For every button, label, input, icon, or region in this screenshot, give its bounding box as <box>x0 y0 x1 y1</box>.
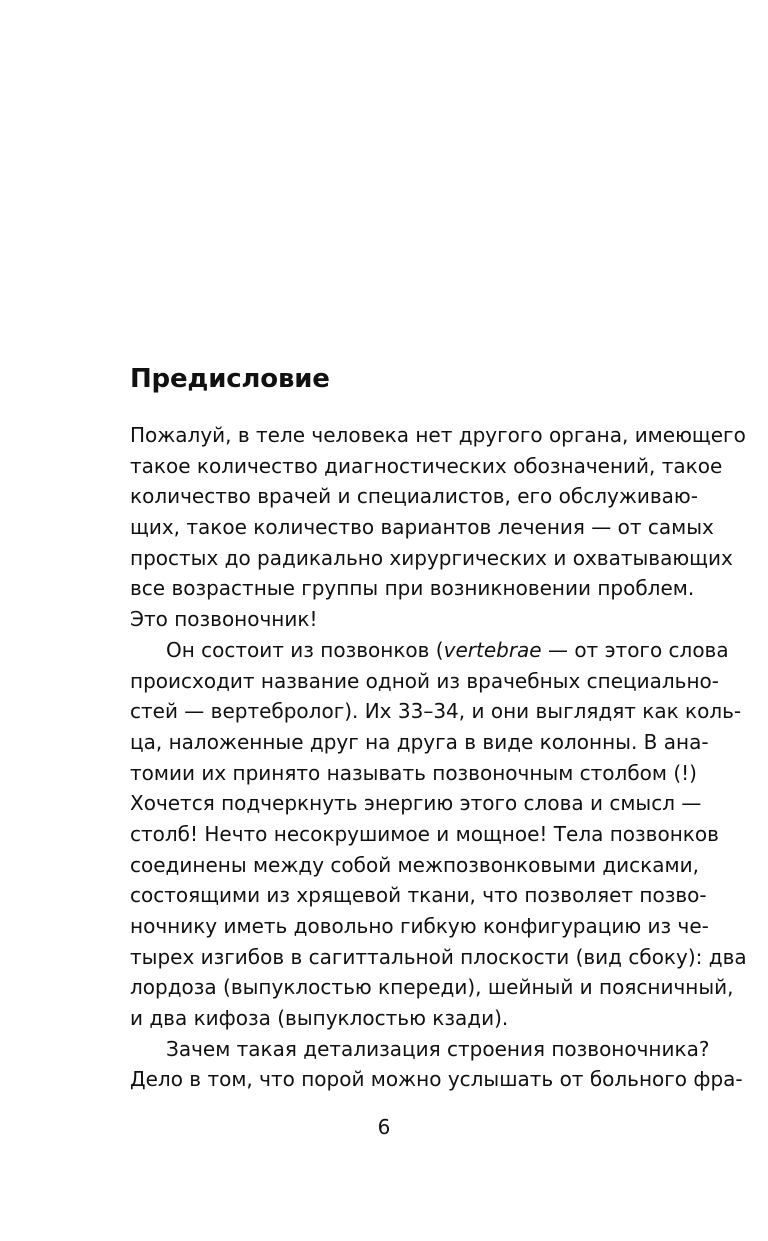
text-line: щих, такое количество вариантов лечения — от самых <box>130 515 714 540</box>
text-line: такое количество диагностических обозначений, такое <box>130 453 723 478</box>
text-fragment: — от этого слова <box>541 637 729 662</box>
latin-term: vertebrae <box>443 637 542 662</box>
text-line: Дело в том, что порой можно услышать от больного фра- <box>130 1067 743 1092</box>
text-line: ночнику иметь довольно гибкую конфигурацию из че- <box>130 914 709 938</box>
page-number: 6 <box>377 1115 391 1139</box>
text-fragment: Он состоит из позвонков ( <box>166 637 444 662</box>
text-line: количество врачей и специалистов, его обслуживаю- <box>130 484 698 509</box>
text-line: простых до радикально хирургических и охватывающих <box>130 545 733 570</box>
text-line: томии их принято называть позвоночным столбом (!) <box>130 760 697 785</box>
chapter-heading: Предисловие <box>130 364 330 394</box>
text-line: происходит название одной из врачебных специально- <box>130 668 719 693</box>
text-line: столб! Нечто несокрушимое и мощное! Тела позвонков <box>130 821 719 846</box>
text-line: состоящими из хрящевой ткани, что позволяет позво- <box>130 883 707 908</box>
text-line: стей — вертебролог). Их 33–34, и они выглядят как коль- <box>130 699 742 724</box>
text-line: и два кифоза (выпуклостью кзади). <box>130 1006 509 1031</box>
body-text <box>130 420 747 1095</box>
text-line: ца, наложенные друг на друга в виде колонны. В ана- <box>130 729 709 754</box>
text-line: лордоза (выпуклостью кпереди), шейный и поясничный, <box>130 975 734 1000</box>
paragraph-1 <box>130 420 746 635</box>
paragraph-2 <box>130 635 747 1034</box>
text-line <box>130 635 729 666</box>
text-line: Это позвоночник! <box>130 607 318 632</box>
paragraph-3 <box>130 1034 743 1095</box>
text-line: тырех изгибов в сагиттальной плоскости (вид сбоку): два <box>130 944 747 969</box>
text-line: все возрастные группы при возникновении проблем. <box>130 576 695 601</box>
text-line: Зачем такая детализация строения позвоночника? <box>166 1036 710 1061</box>
text-line: Хочется подчеркнуть энергию этого слова и смысл — <box>130 791 702 816</box>
text-line: соединены между собой межпозвонковыми дисками, <box>130 852 699 877</box>
text-line: Пожалуй, в теле человека нет другого органа, имеющего <box>130 423 746 447</box>
